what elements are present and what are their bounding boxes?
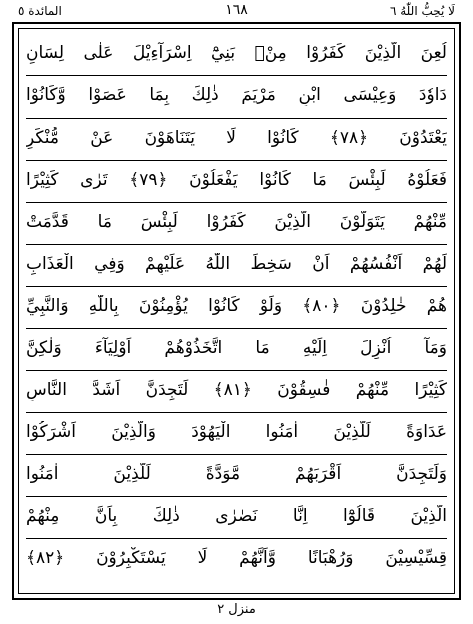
verse-line bbox=[26, 287, 447, 329]
verse-line bbox=[26, 245, 447, 287]
verse-line-text: مِّنْهُمْ يَتَوَلَّوْنَ الَّذِيْنَ كَفَرُوْا لَبِئْسَ مَا قَدَّمَتْ bbox=[26, 212, 447, 232]
verse-line bbox=[26, 76, 447, 118]
verse-line bbox=[26, 119, 447, 161]
verse-line-text: وَمَآ اُنْزِلَ اِلَيْهِ مَا اتَّخَذُوْهُمْ اَوْلِيَآءَ وَلٰكِنَّ bbox=[26, 338, 447, 358]
juz-name: لَا يُحِبُّ اللّٰهُ ٦ bbox=[389, 4, 455, 18]
verse-line bbox=[26, 203, 447, 245]
verse-line-text: لُعِنَ الَّذِيْنَ كَفَرُوْا مِنْۢ بَنِيْٓ اِسْرَآءِيْلَ عَلٰى لِسَانِ bbox=[26, 43, 447, 63]
verse-line-text: كَثِيْرًا مِّنْهُمْ فٰسِقُوْنَ ﴿۸۱﴾ لَتَجِدَنَّ اَشَدَّ النَّاسِ bbox=[26, 380, 447, 400]
verse-line bbox=[26, 161, 447, 203]
verse-line bbox=[26, 34, 447, 76]
verse-line bbox=[26, 455, 447, 497]
verse-line bbox=[26, 539, 447, 581]
surah-name: المائدة ٥ bbox=[18, 4, 62, 18]
verse-line-text: قِسِّيْسِيْنَ وَرُهْبَانًا وَّاَنَّهُمْ لَا يَسْتَكْبِرُوْنَ ﴿۸۲﴾ bbox=[26, 548, 447, 568]
page-number: ١٦٨ bbox=[225, 2, 248, 18]
verse-line-text: عَدَاوَةً لِّلَّذِيْنَ اٰمَنُوا الْيَهُوْدَ وَالَّذِيْنَ اَشْرَكُوْا bbox=[26, 422, 447, 442]
manzil-label: منزل ٢ bbox=[217, 602, 256, 617]
verse-line-text: يَعْتَدُوْنَ ﴿۷۸﴾ كَانُوْا لَا يَتَنَاهَوْنَ عَنْ مُّنْكَرٍ bbox=[26, 128, 447, 148]
verse-line bbox=[26, 497, 447, 539]
verse-line bbox=[26, 329, 447, 371]
verse-line-text: فَعَلُوْهُ لَبِئْسَ مَا كَانُوْا يَفْعَلُوْنَ ﴿۷۹﴾ تَرٰى كَثِيْرًا bbox=[26, 170, 447, 190]
verse-text-block bbox=[26, 34, 447, 590]
verse-line bbox=[26, 413, 447, 455]
verse-line-text: هُمْ خٰلِدُوْنَ ﴿۸۰﴾ وَلَوْ كَانُوْا يُؤْمِنُوْنَ بِاللّٰهِ وَالنَّبِيِّ bbox=[26, 296, 447, 316]
verse-line-text: وَلَتَجِدَنَّ اَقْرَبَهُمْ مَّوَدَّةً لِّلَّذِيْنَ اٰمَنُوا bbox=[26, 464, 447, 484]
verse-line-text: الَّذِيْنَ قَالُوْٓا اِنَّا نَصٰرٰى ذٰلِكَ بِاَنَّ مِنْهُمْ bbox=[26, 506, 447, 526]
verse-line-text: لَهُمْ اَنْفُسُهُمْ اَنْ سَخِطَ اللّٰهُ عَلَيْهِمْ وَفِي الْعَذَابِ bbox=[26, 254, 447, 274]
verse-line bbox=[26, 371, 447, 413]
verse-line-text: دَاوٗدَ وَعِيْسَى ابْنِ مَرْيَمَ ذٰلِكَ بِمَا عَصَوْا وَّكَانُوْا bbox=[26, 85, 447, 105]
